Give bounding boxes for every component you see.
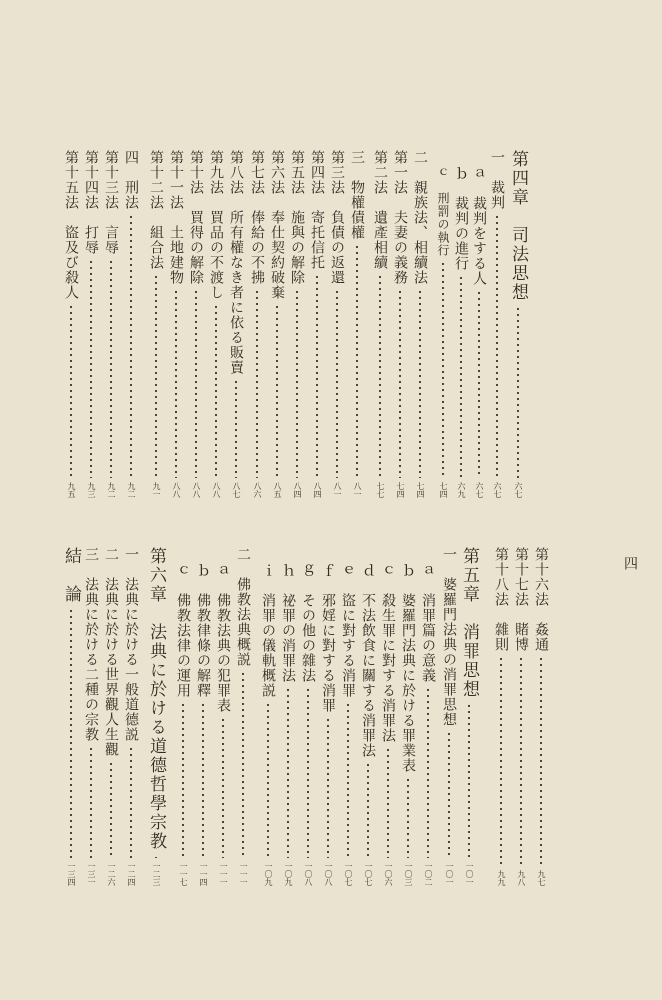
toc-entry <box>278 563 298 886</box>
toc-entry-label: 第一法 夫妻の義務 <box>392 150 408 285</box>
toc-entry <box>101 150 121 498</box>
toc-entry-label: 第十三法 言辱 <box>103 150 119 255</box>
toc-entry-page: 六七 <box>475 482 484 498</box>
toc-entry-page: 八八 <box>172 482 181 498</box>
toc-entry-label: ｃ 殺生罪に對する消罪法 <box>380 563 396 743</box>
toc-entry <box>226 150 246 498</box>
dot-leader <box>202 702 204 858</box>
toc-entry-label: 二 法典に於ける世界觀人生觀 <box>103 547 119 757</box>
toc-entry <box>338 563 358 886</box>
toc-entry-page: 六七 <box>514 482 523 498</box>
toc-entry-page: 一〇二 <box>424 862 433 886</box>
toc-entry-label: 三 法典に於ける二種の宗教 <box>83 547 99 742</box>
toc-entry <box>469 166 489 498</box>
toc-entry <box>298 563 318 886</box>
toc-entry-label: 第十法 買得の解除 <box>188 150 204 285</box>
toc-entry <box>531 547 551 886</box>
toc-entry <box>418 563 438 886</box>
toc-entry <box>81 150 101 498</box>
dot-leader <box>540 656 542 866</box>
toc-entry <box>61 547 81 886</box>
toc-entry-page: 七四 <box>396 482 405 498</box>
dot-leader <box>379 274 381 478</box>
toc-entry <box>508 150 528 498</box>
toc-entry-label: ｆ 邪婬に對する消罪 <box>320 563 336 713</box>
toc-entry <box>487 150 507 498</box>
toc-entry-label: 第五章 消罪思想 <box>459 547 479 699</box>
toc-entry <box>307 150 327 498</box>
toc-entry-label: ｃ 刑罰の執行 <box>436 166 450 257</box>
toc-entry-label: 第十二法 組合法 <box>148 150 164 270</box>
dot-leader <box>242 671 244 858</box>
toc-entry-label: 二 親族法、相續法 <box>412 150 428 285</box>
toc-entry-page: 一二四 <box>127 862 136 886</box>
toc-entry-page: 六七 <box>493 482 502 498</box>
toc-entry-page: 一二六 <box>107 862 116 886</box>
toc-entry-label: 第七法 俸給の不拂 <box>249 150 265 285</box>
toc-entry-page: 九三 <box>87 482 96 498</box>
toc-entry <box>327 150 347 498</box>
toc-entry <box>61 150 81 498</box>
toc-entry-label: 三 物權債權 <box>349 150 365 240</box>
toc-entry <box>81 547 101 886</box>
dot-leader <box>256 289 258 478</box>
toc-entry-label: 第八法 所有權なき者に依る販賣 <box>228 150 244 375</box>
dot-leader <box>110 259 112 478</box>
toc-entry <box>410 150 430 498</box>
dot-leader <box>347 702 349 858</box>
toc-entry <box>287 150 307 498</box>
toc-entry-label: 第四法 寄托信托 <box>309 150 325 270</box>
toc-entry <box>101 547 121 886</box>
toc-entry <box>433 166 453 498</box>
toc-entry-page: 一〇六 <box>384 862 393 886</box>
dot-leader <box>496 214 498 478</box>
toc-entry-page: 九二 <box>107 482 116 498</box>
toc-entry-label: ｃ 佛教法律の運用 <box>175 563 191 698</box>
toc-entry-page: 一〇七 <box>364 862 373 886</box>
toc-entry-label: 第十四法 打辱 <box>83 150 99 255</box>
toc-entry-page: 一〇三 <box>404 862 413 886</box>
dot-leader <box>316 274 318 478</box>
dot-leader <box>175 289 177 478</box>
toc-entry-label: 第十七法 賭博 <box>513 547 529 652</box>
toc-entry-page: 一〇一 <box>465 862 474 886</box>
dot-leader <box>500 656 502 866</box>
toc-entry <box>439 547 459 886</box>
toc-entry-page: 一三一 <box>87 862 96 886</box>
toc-entry-page: 八五 <box>273 482 282 498</box>
dot-leader <box>460 275 462 478</box>
toc-entry-page: 八四 <box>293 482 302 498</box>
toc-entry-page: 一一七 <box>179 862 188 886</box>
toc-entry <box>213 563 233 886</box>
toc-entry-page: 一〇七 <box>344 862 353 886</box>
toc-entry-page: 一一一 <box>219 862 228 886</box>
toc-entry-label: 二 佛教法典概説 <box>235 547 251 667</box>
toc-entry-label: ｇ その他の雜法 <box>300 563 316 683</box>
page-number: 四 <box>622 556 638 570</box>
toc-entry <box>121 150 141 498</box>
toc-entry <box>258 563 278 886</box>
toc-entry-page: 九九 <box>497 870 506 886</box>
toc-entry-page: 六九 <box>457 482 466 498</box>
toc-entry-page: 一二三 <box>152 862 161 886</box>
toc-entry-label: ｂ 佛教律條の解釋 <box>195 563 211 698</box>
toc-entry-label: 一 法典に於ける一般道德説 <box>123 547 139 742</box>
dot-leader <box>90 746 92 858</box>
dot-leader <box>419 289 421 478</box>
toc-entry <box>390 150 410 498</box>
toc-entry <box>398 563 418 886</box>
toc-entry <box>370 150 390 498</box>
toc-entry-page: 八六 <box>253 482 262 498</box>
toc-entry-label: 一 婆羅門法典の消罪思想 <box>441 547 457 727</box>
toc-entry-label: ａ 消罪篇の意義 <box>420 563 436 683</box>
toc-entry-page: 一一一 <box>239 862 248 886</box>
toc-entry-label: 第五法 施與の解除 <box>289 150 305 285</box>
toc-entry-page: 九八 <box>517 870 526 886</box>
toc-entry <box>511 547 531 886</box>
toc-entry <box>247 150 267 498</box>
toc-entry <box>451 166 471 498</box>
toc-entry-label: 第六法 奉仕契約破棄 <box>269 150 285 300</box>
dot-leader <box>520 656 522 866</box>
toc-entry <box>233 547 253 886</box>
dot-leader <box>399 289 401 478</box>
toc-entry-label: 第四章 司法思想 <box>508 150 528 302</box>
dot-leader <box>448 731 450 858</box>
dot-leader <box>215 304 217 478</box>
toc-entry-label: 第二法 遺產相續 <box>372 150 388 270</box>
toc-entry <box>491 547 511 886</box>
toc-entry-page: 一〇九 <box>284 862 293 886</box>
dot-leader <box>442 261 444 478</box>
toc-entry-page: 九七 <box>537 870 546 886</box>
toc-entry-page: 九一 <box>152 482 161 498</box>
toc-entry-page: 一一四 <box>199 862 208 886</box>
toc-entry-label: 一 裁判 <box>489 150 505 210</box>
toc-entry <box>186 150 206 498</box>
toc-entry-label: 四 刑法 <box>123 150 139 210</box>
dot-leader <box>90 259 92 478</box>
toc-entry <box>146 150 166 498</box>
toc-entry-label: 第六章 法典に於ける道德哲學宗教 <box>146 547 166 851</box>
dot-leader <box>110 761 112 858</box>
dot-leader <box>336 289 338 478</box>
dot-leader <box>367 762 369 858</box>
dot-leader <box>276 304 278 478</box>
dot-leader <box>235 379 237 478</box>
toc-entry-page: 九二 <box>127 482 136 498</box>
toc-entry <box>173 563 193 886</box>
dot-leader <box>407 777 409 858</box>
dot-leader <box>222 717 224 858</box>
dot-leader <box>387 747 389 858</box>
dot-leader <box>327 717 329 858</box>
toc-entry-label: 第十六法 姦通 <box>533 547 549 652</box>
toc-entry <box>206 150 226 498</box>
dot-leader <box>307 687 309 858</box>
toc-entry-page: 七四 <box>416 482 425 498</box>
toc-entry-label: 第十一法 土地建物 <box>168 150 184 285</box>
toc-entry-label: 第三法 負債の返還 <box>329 150 345 285</box>
toc-entry-page: 八四 <box>313 482 322 498</box>
toc-entry <box>347 150 367 498</box>
toc-entry <box>378 563 398 886</box>
toc-entry <box>318 563 338 886</box>
toc-entry-label: ｂ 裁判の進行 <box>453 166 469 271</box>
toc-entry-label: ｈ 祕罪の消罪法 <box>280 563 296 683</box>
toc-entry-label: 第十八法 雜則 <box>493 547 509 652</box>
toc-entry-label: ｉ 消罪の儀軌概説 <box>260 563 276 698</box>
toc-entry-page: 八八 <box>212 482 221 498</box>
toc-entry-label: 結 論 <box>61 547 81 604</box>
dot-leader <box>427 687 429 858</box>
toc-entry <box>267 150 287 498</box>
dot-leader <box>356 244 358 478</box>
dot-leader <box>130 214 132 478</box>
toc-entry <box>358 563 378 886</box>
dot-leader <box>155 855 157 858</box>
toc-entry <box>459 547 479 886</box>
toc-entry-page: 九五 <box>67 482 76 498</box>
toc-entry-page: 一〇一 <box>445 862 454 886</box>
toc-entry-label: ｄ 不法飲食に關する消罪法 <box>360 563 376 758</box>
toc-entry-label: ａ 裁判をする人 <box>471 166 487 286</box>
dot-leader <box>155 274 157 478</box>
toc-entry-page: 一〇八 <box>324 862 333 886</box>
toc-entry-page: 一〇九 <box>264 862 273 886</box>
toc-entry-page: 八一 <box>333 482 342 498</box>
toc-entry-label: 第九法 買品の不渡し <box>208 150 224 300</box>
toc-entry <box>166 150 186 498</box>
dot-leader <box>287 687 289 858</box>
dot-leader <box>70 304 72 478</box>
toc-entry-page: 八一 <box>353 482 362 498</box>
toc-entry <box>146 547 166 886</box>
dot-leader <box>478 290 480 478</box>
dot-leader <box>70 608 72 858</box>
toc-entry-label: ｂ 婆羅門法典に於ける罪業表 <box>400 563 416 773</box>
toc-entry-page: 七四 <box>439 482 448 498</box>
dot-leader <box>468 703 470 858</box>
toc-entry-label: ａ 佛教法典の犯罪表 <box>215 563 231 713</box>
dot-leader <box>182 702 184 858</box>
dot-leader <box>517 306 519 478</box>
toc-entry-page: 七七 <box>376 482 385 498</box>
toc-entry-label: ｅ 盜に對する消罪 <box>340 563 356 698</box>
dot-leader <box>130 746 132 858</box>
toc-entry-page: 一三四 <box>67 862 76 886</box>
toc-entry <box>121 547 141 886</box>
toc-entry <box>193 563 213 886</box>
dot-leader <box>296 289 298 478</box>
toc-entry-page: 八七 <box>232 482 241 498</box>
dot-leader <box>267 702 269 858</box>
dot-leader <box>195 289 197 478</box>
toc-entry-label: 第十五法 盜及び殺人 <box>63 150 79 300</box>
toc-entry-page: 八八 <box>192 482 201 498</box>
toc-entry-page: 一〇八 <box>304 862 313 886</box>
